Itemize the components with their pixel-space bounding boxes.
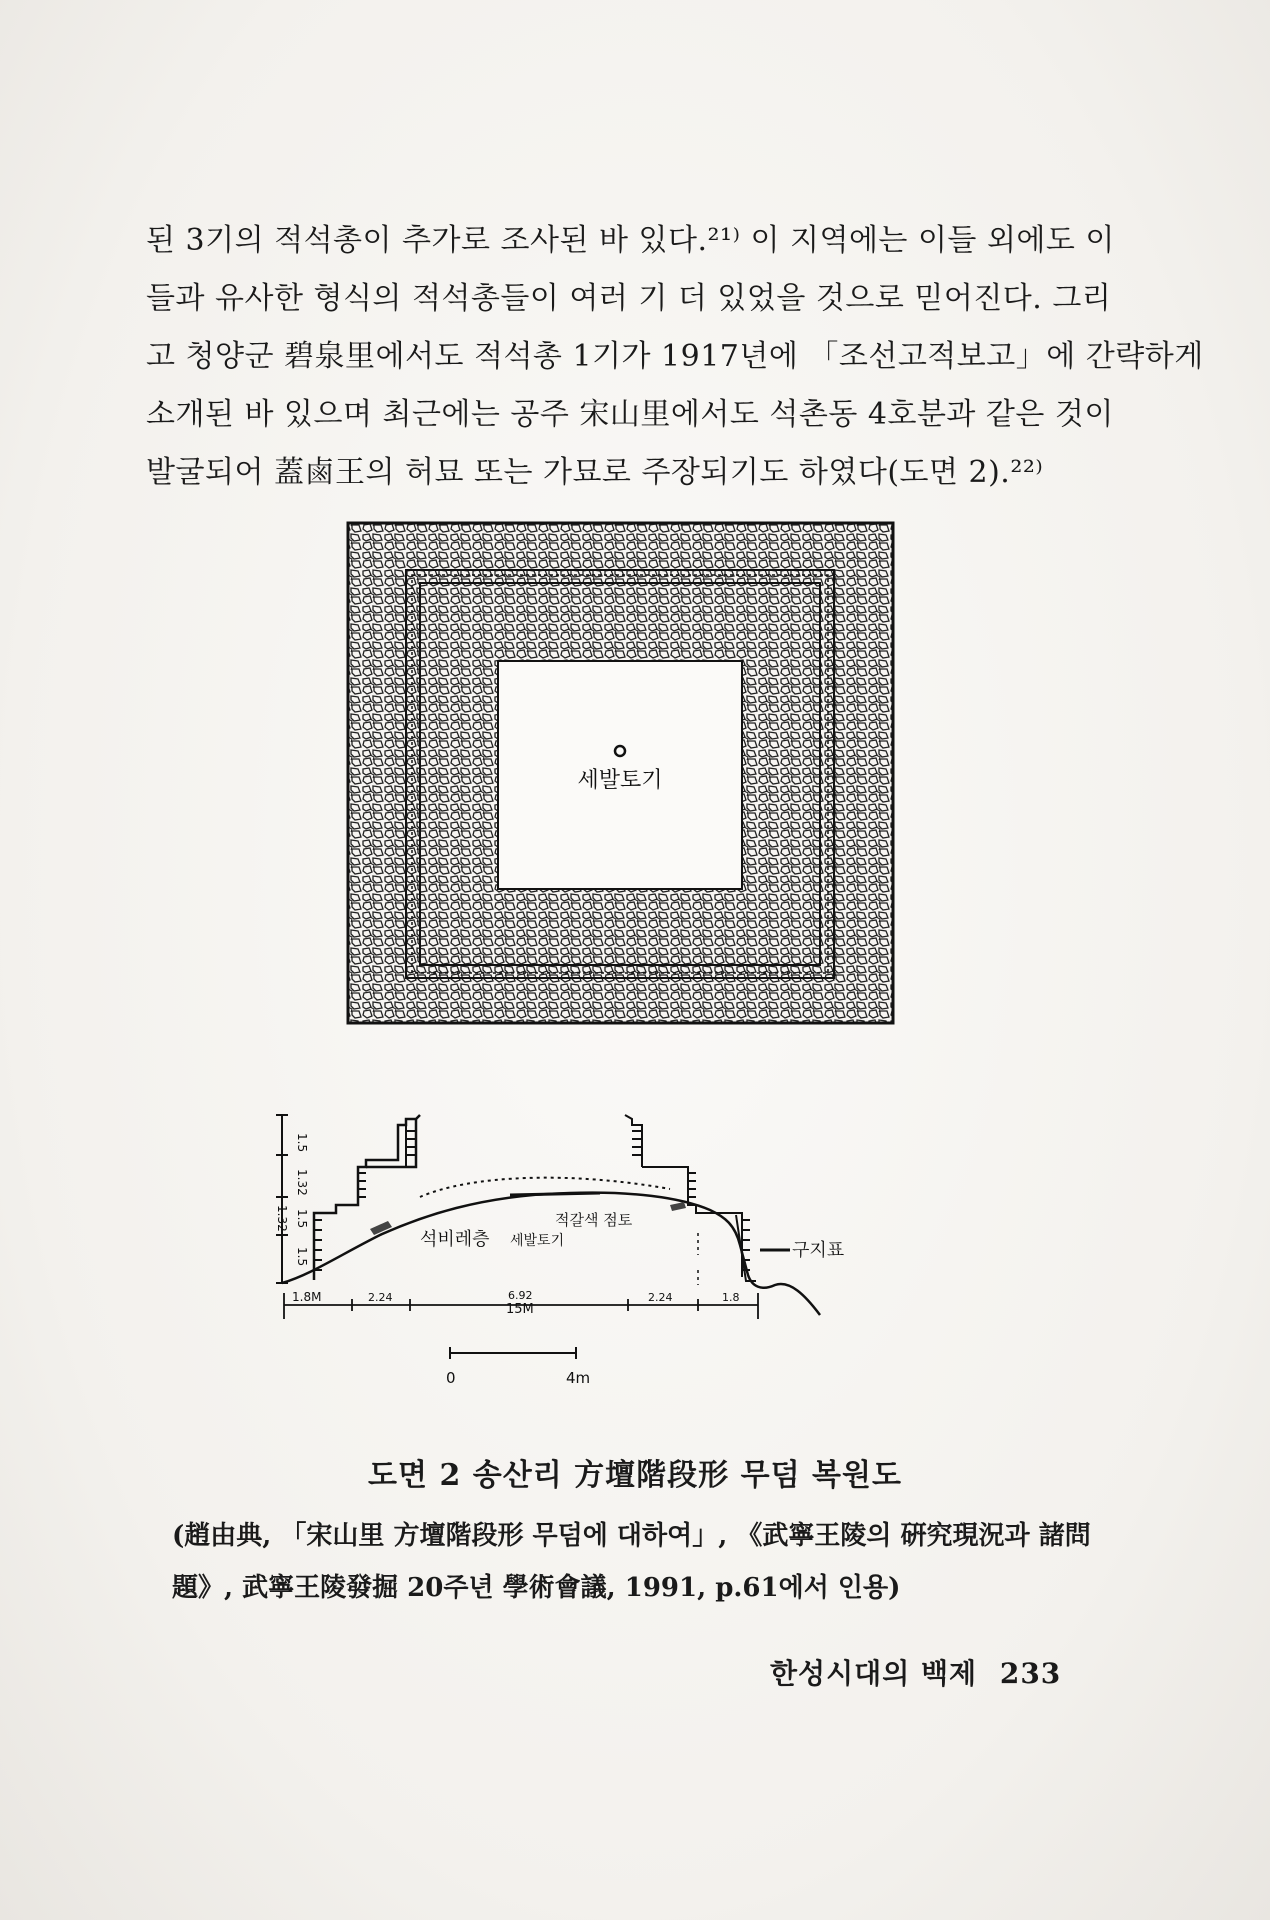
page-number: 233 xyxy=(999,1657,1062,1690)
clay-layer xyxy=(510,1193,600,1195)
dim-total: 15M xyxy=(506,1302,534,1317)
tomb-section-drawing xyxy=(270,1105,1030,1395)
body-line: 소개된 바 있으며 최근에는 공주 宋山里에서도 석촌동 4호분과 같은 것이 xyxy=(146,397,1114,432)
tomb-plan-drawing xyxy=(340,515,900,1030)
source-line: (趙由典, 「宋山里 方壇階段形 무덤에 대하여」, 《武寧王陵의 硏究現況과 諸問 xyxy=(172,1521,1091,1551)
vertical-dim-1: 1.5 xyxy=(295,1133,309,1153)
body-line: 고 청양군 碧泉里에서도 적석총 1기가 1917년에 「조선고적보고」에 간략하게 xyxy=(146,339,1204,374)
figure-source xyxy=(172,1510,1091,1614)
vertical-dim-4: 1.32 xyxy=(275,1205,289,1232)
dim-step-right: 2.24 xyxy=(648,1291,673,1304)
scale-bar xyxy=(450,1347,576,1359)
body-paragraph xyxy=(146,212,1204,502)
mound-outline xyxy=(314,1115,420,1280)
vertical-dim-5: 1.5 xyxy=(295,1247,309,1267)
dim-step-left: 2.24 xyxy=(368,1291,393,1304)
vertical-dimension-scale xyxy=(276,1115,288,1283)
dim-outer-right: 1.8 xyxy=(722,1291,740,1304)
running-footer xyxy=(770,1652,1061,1692)
dim-center: 6.92 xyxy=(508,1289,533,1302)
plan-pottery-label: 세발토기 xyxy=(577,768,663,793)
body-line: 된 3기의 적석총이 추가로 조사된 바 있다.²¹⁾ 이 지역에는 이들 외에도 이 xyxy=(146,223,1115,258)
body-line: 들과 유사한 형식의 적석총들이 여러 기 더 있었을 것으로 믿어진다. 그리 xyxy=(146,281,1112,316)
scale-end: 4m xyxy=(566,1369,591,1387)
figure-caption: 도면 2 송산리 方壇階段形 무덤 복원도 xyxy=(368,1458,902,1493)
vertical-dim-3: 1.5 xyxy=(295,1209,309,1229)
dim-outer-left: 1.8M xyxy=(292,1290,322,1304)
section-pottery-label: 세발토기 xyxy=(510,1233,565,1249)
footer-title: 한성시대의 백제 xyxy=(770,1657,978,1690)
section-clay-label: 적갈색 점토 xyxy=(555,1211,633,1229)
scale-start: 0 xyxy=(446,1369,456,1387)
vertical-dim-2: 1.32 xyxy=(295,1169,309,1196)
body-line: 발굴되어 蓋鹵王의 허묘 또는 가묘로 주장되기도 하였다(도면 2).²²⁾ xyxy=(146,455,1044,490)
section-ground-label: 구지표 xyxy=(792,1240,845,1261)
section-layer-label: 석비레층 xyxy=(420,1229,490,1250)
source-line: 題》, 武寧王陵發掘 20주년 學術會議, 1991, p.61에서 인용) xyxy=(172,1573,901,1603)
